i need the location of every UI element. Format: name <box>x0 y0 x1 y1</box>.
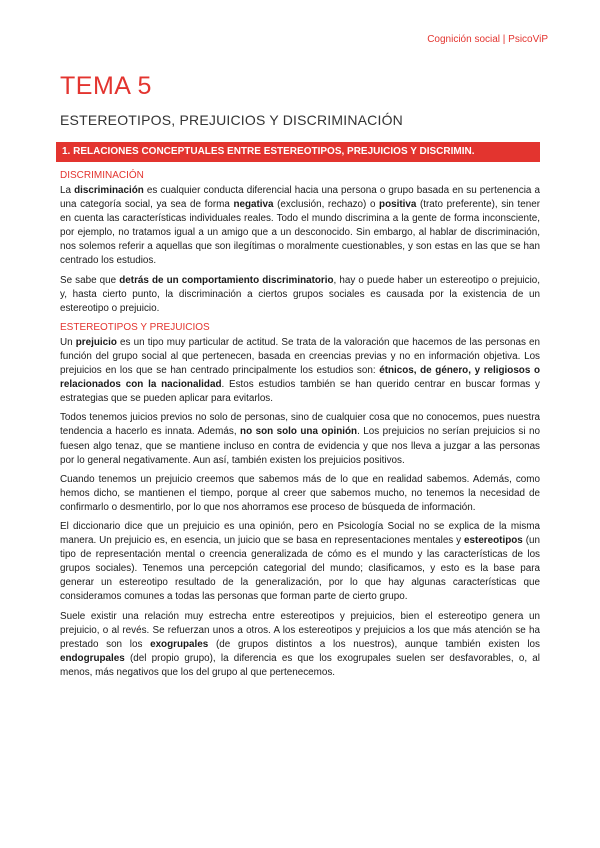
text-run: , hay o puede haber un estereotipo o prejuicio, y, hasta cierto punto, la discriminación a ciertos grupos sociales es causada por la existencia de un estereotipo o prejuicio. <box>60 274 540 314</box>
text-run: es un tipo muy particular de actitud. Se trata de la valoración que hacemos de las personas en función del grupo social al que pertenecen, basada en creencias previas y no en información objetiva. Los prejuicios en los que se han centrado principalmente los estudios son: <box>60 336 540 377</box>
bold-term: estereotipos <box>464 535 523 547</box>
bold-term: discriminación <box>74 185 144 196</box>
bold-term: étnicos, de género, y religiosos o relacionados con la nacionalidad <box>60 365 540 391</box>
text-run: (del propio grupo), la diferencia es que los exogrupales suelen ser desfavorables, o, al menos, más negativos que los del grupo al que pertenecemos. <box>60 652 540 678</box>
bold-term: positiva <box>379 199 417 211</box>
paragraph <box>60 520 540 605</box>
bold-term: prejuicio <box>75 336 117 348</box>
text-run: es cualquier conducta diferencial hacia una persona o grupo basada en su pertenencia a una categoría social, ya sea de forma <box>60 185 540 211</box>
text-run: . Estos estudios también se han querido centrar en buscar formas y estrategias que se pueden aplicar para evitarlos. <box>60 379 540 405</box>
section-heading-estereotipos: ESTEREOTIPOS Y PREJUICIOS <box>60 321 210 333</box>
bold-term: detrás de un comportamiento discriminatorio <box>119 274 334 286</box>
document-body <box>60 169 540 685</box>
text-run: (de grupos distintos a los nuestros), aunque también existen los <box>208 638 540 650</box>
running-header: Cognición social | PsicoViP <box>427 34 548 45</box>
text-run: La <box>60 185 75 196</box>
paragraph <box>60 184 540 269</box>
paragraph <box>60 610 540 680</box>
text-run: El diccionario dice que un prejuicio es una opinión, pero en Psicología Social no se explica de la misma manera. Un prejuicio es, en esencia, un juicio que se basa en representaciones mentales y <box>60 520 540 547</box>
text-run: Un <box>60 336 76 348</box>
paragraph <box>60 274 540 316</box>
paragraph <box>60 411 540 467</box>
bold-term: no son solo una opinión <box>240 426 358 438</box>
text-run: (trato preferente), sin tener en cuenta las características individuales reales. Todo el mundo discrimina a la gente de forma inconsciente, por ejemplo, no tratamos igual a un amigo que a un desconocido. Sin embargo, al hablar de discriminación, nos solemos referir a aquellas que son ilegítimas o moralmente cuestionables, y son estas en las que se han centrado los estudios. <box>60 199 541 267</box>
text-run: (un tipo de representación mental o creencia generalizada de cómo es el mundo y las características de los grupos sociales). Tenemos una percepción categorial del mundo; clasificamos, y esto es la base para generar un estereotipo resultado de la generalización, por lo que hay algunas características que consideramos comunes a todas las personas que forman parte de cierto grupo. <box>60 535 540 603</box>
page-title: TEMA 5 <box>60 72 152 100</box>
text-run: Se sabe que <box>60 274 120 286</box>
paragraph: Cuando tenemos un prejuicio creemos que sabemos más de lo que en realidad sabemos. Además, como hemos dicho, se mantienen el tiempo, porque al creer que sabemos mucho, no tenemos la necesidad de confirmarlo o desmentirlo, por lo que nos ahorramos ese proceso de búsqueda de información. <box>60 473 540 513</box>
page-subtitle: ESTEREOTIPOS, PREJUICIOS Y DISCRIMINACIÓN <box>60 112 403 128</box>
section-banner: 1. RELACIONES CONCEPTUALES ENTRE ESTEREOTIPOS, PREJUICIOS Y DISCRIMIN. <box>56 142 540 162</box>
bold-term: negativa <box>233 199 274 211</box>
bold-term: exogrupales <box>150 638 209 650</box>
bold-term: endogrupales <box>60 652 125 664</box>
text-run: Suele existir una relación muy estrecha entre estereotipos y prejuicios, bien el estereotipo genera un prejuicio, o al revés. Se refuerzan unos a otros. A los estereotipos y prejuicios a los que más atención se ha prestado son los <box>60 610 540 650</box>
text-run: (exclusión, rechazo) o <box>273 199 380 211</box>
section-heading-discriminacion: DISCRIMINACIÓN <box>60 170 144 181</box>
paragraph <box>60 336 540 406</box>
text-run: Todos tenemos juicios previos no solo de personas, sino de cualquier cosa que no conocemos, pues nuestra tendencia a hacerlo es innata. Además, <box>60 412 540 438</box>
text-run: . Los prejuicios no serían prejuicios si no fuesen algo tenaz, que se mantiene incluso en contra de evidencia y que nos lleva a juzgar a las personas por lo general negativamente. Aun así, también existen los prejuicios positivos. <box>60 426 540 466</box>
